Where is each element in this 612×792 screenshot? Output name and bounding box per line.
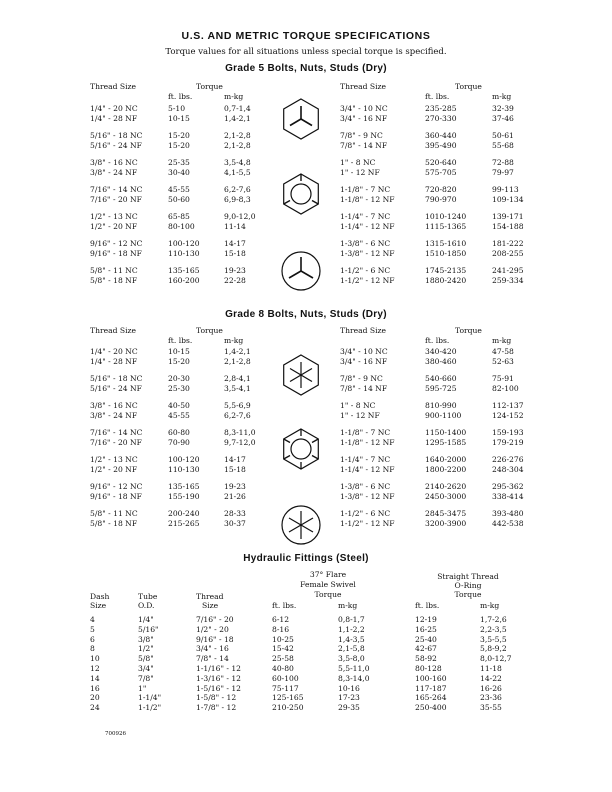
hyd-thread-hdr-1: Thread — [196, 592, 224, 601]
grade5-right-m-kg: 79-97 — [492, 167, 514, 177]
g5-right-mkg-hdr: m-kg — [492, 92, 512, 101]
grade8-right-m-kg: 75-91 — [492, 374, 514, 383]
hyd-flare-hdr-1: 37° Flare — [309, 570, 347, 579]
grade5-left-m-kg: 22-28 — [224, 275, 246, 285]
page-title: U.S. AND METRIC TORQUE SPECIFICATIONS — [181, 30, 431, 42]
grade5-right-thread-size: 1-1/2" - 6 NC — [340, 266, 391, 275]
grade8-left-ft-lbs: 70-90 — [168, 437, 190, 447]
grade8-left-m-kg: 19-23 — [224, 482, 246, 491]
hyd-oring-ft-lbs: 165-264 — [415, 693, 447, 703]
grade5-right-ft-lbs: 1010-1240 — [425, 212, 467, 221]
hyd-dash-size: 8 — [90, 644, 95, 654]
hyd-thread-size: 1-1/16" - 12 — [196, 664, 241, 673]
grade8-right-ft-lbs: 340-420 — [425, 347, 457, 356]
hyd-flare-m-kg: 1,4-3,5 — [338, 634, 365, 644]
grade5-stud-icon — [279, 249, 323, 293]
grade8-right-thread-size: 1" - 8 NC — [340, 401, 376, 410]
grade8-left-ft-lbs: 25-30 — [168, 383, 190, 393]
hyd-oring-hdr-1: Straight Thread — [437, 572, 499, 581]
hyd-oring-hdr-3: Torque — [454, 590, 482, 599]
grade8-left-m-kg: 28-33 — [224, 509, 246, 518]
grade8-right-thread-size: 1" - 12 NF — [340, 410, 380, 420]
grade8-right-ft-lbs: 595-725 — [425, 383, 457, 393]
grade5-left-thread-size: 5/8" - 18 NF — [90, 275, 138, 285]
grade5-right-thread-size: 1-1/2" - 12 NF — [340, 275, 395, 285]
grade5-left-ft-lbs: 15-20 — [168, 140, 190, 150]
hyd-flare-ft-lbs: 25-58 — [272, 654, 294, 664]
grade8-left-m-kg: 15-18 — [224, 464, 246, 474]
g5-right-ftlbs-hdr: ft. lbs. — [425, 92, 450, 101]
hyd-thread-size: 1-3/16" - 12 — [196, 673, 241, 683]
grade5-right-ft-lbs: 575-705 — [425, 167, 457, 177]
grade5-left-thread-size: 1/2" - 20 NF — [90, 221, 138, 231]
hyd-flare-m-kg: 1,1-2,2 — [338, 624, 365, 634]
grade5-right-m-kg: 72-88 — [492, 158, 514, 167]
grade8-right-ft-lbs: 2140-2620 — [425, 482, 467, 491]
grade8-left-ft-lbs: 100-120 — [168, 455, 200, 464]
grade8-left-thread-size: 1/2" - 13 NC — [90, 455, 138, 464]
hyd-tube-hdr-1: Tube — [138, 592, 158, 601]
grade8-left-ft-lbs: 215-265 — [168, 518, 200, 528]
hyd-dash-size: 16 — [90, 683, 100, 693]
grade8-left-thread-size: 9/16" - 18 NF — [90, 491, 142, 501]
grade5-right-thread-size: 1-1/4" - 12 NF — [340, 221, 395, 231]
grade8-right-thread-size: 1-3/8" - 6 NC — [340, 482, 391, 491]
grade5-right-ft-lbs: 1315-1610 — [425, 239, 467, 248]
hyd-oring-m-kg: 2,2-3,5 — [480, 624, 507, 634]
grade5-left-m-kg: 19-23 — [224, 266, 246, 275]
grade8-right-m-kg: 442-538 — [492, 518, 524, 528]
grade5-right-m-kg: 50-61 — [492, 131, 514, 140]
grade5-left-ft-lbs: 160-200 — [168, 275, 200, 285]
hyd-tube-od: 3/4" — [138, 664, 154, 673]
g8-left-ftlbs-hdr: ft. lbs. — [168, 336, 193, 345]
grade8-left-ft-lbs: 40-50 — [168, 401, 190, 410]
grade8-right-ft-lbs: 380-460 — [425, 356, 457, 366]
grade8-right-ft-lbs: 900-1100 — [425, 410, 462, 420]
grade8-nut-icon — [279, 427, 323, 471]
grade8-right-thread-size: 3/4" - 16 NF — [340, 356, 388, 366]
grade8-left-thread-size: 5/16" - 18 NC — [90, 374, 143, 383]
grade5-right-m-kg: 241-295 — [492, 266, 524, 275]
grade8-left-thread-size: 3/8" - 24 NF — [90, 410, 138, 420]
hyd-oring-m-kg: 35-55 — [480, 703, 502, 713]
grade5-left-ft-lbs: 10-15 — [168, 113, 190, 123]
grade5-left-m-kg: 9,0-12,0 — [224, 212, 256, 221]
hyd-flare-ft-lbs: 8-16 — [272, 624, 290, 634]
hyd-tube-od: 5/16" — [138, 624, 159, 634]
grade5-right-ft-lbs: 235-285 — [425, 104, 457, 113]
grade5-right-m-kg: 208-255 — [492, 248, 524, 258]
grade5-right-thread-size: 7/8" - 14 NF — [340, 140, 388, 150]
grade8-left-ft-lbs: 110-130 — [168, 464, 200, 474]
hyd-oring-ft-lbs: 16-25 — [415, 624, 437, 634]
hyd-flare-m-kg: 0,8-1,7 — [338, 615, 365, 624]
grade8-right-m-kg: 226-276 — [492, 455, 524, 464]
grade5-left-ft-lbs: 100-120 — [168, 239, 200, 248]
hyd-thread-size: 1-5/8" - 12 — [196, 693, 237, 703]
hyd-tube-od: 1-1/2" — [138, 703, 162, 713]
g5-left-torque-hdr: Torque — [196, 82, 223, 91]
grade5-right-ft-lbs: 1115-1365 — [425, 221, 467, 231]
grade8-right-ft-lbs: 2450-3000 — [425, 491, 467, 501]
hyd-tube-hdr-2: O.D. — [138, 601, 155, 610]
grade5-left-m-kg: 11-14 — [224, 221, 246, 231]
grade8-left-thread-size: 7/16" - 14 NC — [90, 428, 143, 437]
grade8-right-m-kg: 248-304 — [492, 464, 524, 474]
grade5-heading: Grade 5 Bolts, Nuts, Studs (Dry) — [225, 63, 387, 74]
hyd-dash-size: 20 — [90, 693, 100, 703]
grade8-right-ft-lbs: 1150-1400 — [425, 428, 467, 437]
hyd-flare-mkg-hdr: m-kg — [338, 601, 358, 610]
grade8-left-ft-lbs: 155-190 — [168, 491, 200, 501]
grade8-right-m-kg: 82-100 — [492, 383, 519, 393]
grade5-right-m-kg: 181-222 — [492, 239, 524, 248]
grade8-right-thread-size: 1-3/8" - 12 NF — [340, 491, 395, 501]
grade8-left-thread-size: 5/8" - 18 NF — [90, 518, 138, 528]
grade8-right-thread-size: 1-1/8" - 7 NC — [340, 428, 391, 437]
grade5-left-thread-size: 9/16" - 18 NF — [90, 248, 142, 258]
grade5-left-thread-size: 7/16" - 20 NF — [90, 194, 142, 204]
grade5-right-m-kg: 32-39 — [492, 104, 514, 113]
grade5-left-ft-lbs: 30-40 — [168, 167, 190, 177]
hyd-thread-size: 7/16" - 20 — [196, 615, 234, 624]
hyd-flare-ft-lbs: 40-80 — [272, 664, 294, 673]
hyd-flare-ft-lbs: 125-165 — [272, 693, 304, 703]
grade5-left-m-kg: 6,9-8,3 — [224, 194, 251, 204]
grade8-left-thread-size: 1/2" - 20 NF — [90, 464, 138, 474]
hyd-oring-ft-lbs: 250-400 — [415, 703, 447, 713]
grade8-left-m-kg: 5,5-6,9 — [224, 401, 251, 410]
grade5-left-m-kg: 15-18 — [224, 248, 246, 258]
hyd-tube-od: 1-1/4" — [138, 693, 162, 703]
grade5-left-thread-size: 5/8" - 11 NC — [90, 266, 138, 275]
hyd-tube-od: 5/8" — [138, 654, 154, 664]
grade5-left-thread-size: 5/16" - 18 NC — [90, 131, 143, 140]
grade5-left-m-kg: 2,1-2,8 — [224, 131, 251, 140]
grade5-left-ft-lbs: 65-85 — [168, 212, 190, 221]
g5-left-thread-hdr: Thread Size — [90, 82, 137, 91]
grade5-left-thread-size: 7/16" - 14 NC — [90, 185, 143, 194]
grade5-left-ft-lbs: 50-60 — [168, 194, 190, 204]
hyd-thread-size: 1/2" - 20 — [196, 624, 229, 634]
grade5-left-m-kg: 0,7-1,4 — [224, 104, 251, 113]
grade5-right-ft-lbs: 270-330 — [425, 113, 457, 123]
grade8-right-ft-lbs: 1800-2200 — [425, 464, 467, 474]
hyd-thread-size: 1-5/16" - 12 — [196, 683, 241, 693]
grade8-left-m-kg: 3,5-4,1 — [224, 383, 251, 393]
hyd-oring-m-kg: 23-36 — [480, 693, 502, 703]
grade5-right-ft-lbs: 720-820 — [425, 185, 457, 194]
grade8-right-m-kg: 393-480 — [492, 509, 524, 518]
grade8-right-thread-size: 1-1/2" - 12 NF — [340, 518, 395, 528]
hyd-oring-ft-lbs: 58-92 — [415, 654, 437, 664]
hyd-dash-size: 14 — [90, 673, 100, 683]
grade5-right-thread-size: 1-1/8" - 12 NF — [340, 194, 395, 204]
hyd-flare-ft-lbs: 210-250 — [272, 703, 304, 713]
grade5-left-thread-size: 1/4" - 28 NF — [90, 113, 138, 123]
grade5-right-m-kg: 259-334 — [492, 275, 524, 285]
grade5-right-ft-lbs: 1745-2135 — [425, 266, 467, 275]
hyd-flare-ftlbs-hdr: ft. lbs. — [272, 601, 297, 610]
hyd-flare-ft-lbs: 60-100 — [272, 673, 299, 683]
hyd-flare-m-kg: 2,1-5,8 — [338, 644, 365, 654]
grade5-left-m-kg: 14-17 — [224, 239, 246, 248]
hyd-oring-ft-lbs: 117-187 — [415, 683, 447, 693]
grade8-right-thread-size: 1-1/4" - 7 NC — [340, 455, 391, 464]
grade5-left-ft-lbs: 80-100 — [168, 221, 195, 231]
hyd-flare-m-kg: 10-16 — [338, 683, 360, 693]
hyd-flare-m-kg: 3,5-8,0 — [338, 654, 365, 664]
grade8-left-thread-size: 5/8" - 11 NC — [90, 509, 138, 518]
grade8-left-thread-size: 1/4" - 20 NC — [90, 347, 138, 356]
g5-left-ftlbs-hdr: ft. lbs. — [168, 92, 193, 101]
grade8-left-m-kg: 8,3-11,0 — [224, 428, 256, 437]
grade8-left-ft-lbs: 60-80 — [168, 428, 190, 437]
grade5-right-m-kg: 99-113 — [492, 185, 519, 194]
grade5-left-ft-lbs: 110-130 — [168, 248, 200, 258]
grade8-left-m-kg: 2,8-4,1 — [224, 374, 251, 383]
grade5-left-thread-size: 5/16" - 24 NF — [90, 140, 142, 150]
g5-left-mkg-hdr: m-kg — [224, 92, 244, 101]
hyd-flare-m-kg: 8,3-14,0 — [338, 673, 370, 683]
grade5-right-ft-lbs: 1510-1850 — [425, 248, 467, 258]
hyd-tube-od: 1/4" — [138, 615, 154, 624]
grade5-right-ft-lbs: 360-440 — [425, 131, 457, 140]
grade8-right-thread-size: 1-1/4" - 12 NF — [340, 464, 395, 474]
hyd-tube-od: 1/2" — [138, 644, 154, 654]
hyd-flare-m-kg: 17-23 — [338, 693, 360, 703]
grade8-left-thread-size: 1/4" - 28 NF — [90, 356, 138, 366]
grade8-right-m-kg: 179-219 — [492, 437, 524, 447]
grade8-left-ft-lbs: 200-240 — [168, 509, 200, 518]
grade8-left-m-kg: 21-26 — [224, 491, 246, 501]
grade5-left-thread-size: 1/2" - 13 NC — [90, 212, 138, 221]
g8-right-mkg-hdr: m-kg — [492, 336, 512, 345]
grade8-right-ft-lbs: 2845-3475 — [425, 509, 467, 518]
grade5-left-ft-lbs: 45-55 — [168, 185, 190, 194]
grade8-right-m-kg: 112-137 — [492, 401, 524, 410]
g8-right-thread-hdr: Thread Size — [340, 326, 387, 335]
hyd-oring-m-kg: 8,0-12,7 — [480, 654, 512, 664]
hyd-dash-size: 24 — [90, 703, 100, 713]
hyd-flare-hdr-3: Torque — [314, 590, 342, 599]
hyd-oring-m-kg: 1,7-2,6 — [480, 615, 507, 624]
g8-left-thread-hdr: Thread Size — [90, 326, 137, 335]
hyd-oring-ft-lbs: 42-67 — [415, 644, 437, 654]
grade8-right-ft-lbs: 1295-1585 — [425, 437, 467, 447]
grade5-left-ft-lbs: 25-35 — [168, 158, 190, 167]
grade5-right-thread-size: 1-1/8" - 7 NC — [340, 185, 391, 194]
hyd-dash-size: 4 — [90, 615, 95, 624]
hyd-dash-hdr-2: Size — [90, 601, 107, 610]
g8-left-mkg-hdr: m-kg — [224, 336, 244, 345]
grade5-right-thread-size: 1" - 12 NF — [340, 167, 380, 177]
grade5-right-m-kg: 37-46 — [492, 113, 514, 123]
grade5-bolt-head-icon — [279, 97, 323, 141]
grade8-right-m-kg: 47-58 — [492, 347, 514, 356]
grade5-left-thread-size: 9/16" - 12 NC — [90, 239, 143, 248]
g5-right-thread-hdr: Thread Size — [340, 82, 387, 91]
grade5-right-m-kg: 139-171 — [492, 212, 524, 221]
grade5-right-thread-size: 1-1/4" - 7 NC — [340, 212, 391, 221]
hyd-oring-m-kg: 3,5-5,5 — [480, 634, 507, 644]
grade8-left-thread-size: 3/8" - 16 NC — [90, 401, 138, 410]
grade8-right-ft-lbs: 3200-3900 — [425, 518, 467, 528]
hyd-oring-m-kg: 16-26 — [480, 683, 502, 693]
grade8-right-m-kg: 52-63 — [492, 356, 514, 366]
grade5-right-ft-lbs: 520-640 — [425, 158, 457, 167]
hyd-oring-hdr-2: O-Ring — [454, 581, 482, 590]
g8-right-ftlbs-hdr: ft. lbs. — [425, 336, 450, 345]
page-subtitle: Torque values for all situations unless special torque is specified. — [165, 47, 447, 57]
hyd-flare-ft-lbs: 15-42 — [272, 644, 294, 654]
grade8-stud-icon — [279, 503, 323, 547]
grade8-right-thread-size: 7/8" - 9 NC — [340, 374, 383, 383]
grade8-right-m-kg: 124-152 — [492, 410, 524, 420]
grade5-right-thread-size: 7/8" - 9 NC — [340, 131, 383, 140]
hyd-thread-size: 7/8" - 14 — [196, 654, 229, 664]
hyd-oring-mkg-hdr: m-kg — [480, 601, 500, 610]
grade8-right-ft-lbs: 1640-2000 — [425, 455, 467, 464]
g8-right-torque-hdr: Torque — [455, 326, 482, 335]
hyd-tube-od: 3/8" — [138, 634, 154, 644]
grade5-right-thread-size: 3/4" - 10 NC — [340, 104, 388, 113]
g5-right-torque-hdr: Torque — [455, 82, 482, 91]
grade8-right-thread-size: 3/4" - 10 NC — [340, 347, 388, 356]
hyd-dash-size: 5 — [90, 624, 95, 634]
grade5-right-m-kg: 109-134 — [492, 194, 524, 204]
hyd-dash-size: 12 — [90, 664, 100, 673]
grade8-left-m-kg: 1,4-2,1 — [224, 347, 251, 356]
grade5-left-thread-size: 1/4" - 20 NC — [90, 104, 138, 113]
hyd-flare-ft-lbs: 10-25 — [272, 634, 294, 644]
grade5-right-thread-size: 1" - 8 NC — [340, 158, 376, 167]
hyd-dash-size: 6 — [90, 634, 95, 644]
grade5-left-ft-lbs: 135-165 — [168, 266, 200, 275]
hyd-flare-ft-lbs: 75-117 — [272, 683, 299, 693]
grade8-left-ft-lbs: 15-20 — [168, 356, 190, 366]
grade5-nut-icon — [279, 172, 323, 216]
grade5-left-m-kg: 2,1-2,8 — [224, 140, 251, 150]
hyd-flare-m-kg: 5,5-11,0 — [338, 664, 370, 673]
hyd-flare-m-kg: 29-35 — [338, 703, 360, 713]
grade8-left-thread-size: 7/16" - 20 NF — [90, 437, 142, 447]
hyd-oring-ft-lbs: 25-40 — [415, 634, 437, 644]
grade8-right-m-kg: 338-414 — [492, 491, 524, 501]
grade5-right-thread-size: 1-3/8" - 6 NC — [340, 239, 391, 248]
document-code: 700926 — [105, 731, 126, 737]
hyd-oring-m-kg: 11-18 — [480, 664, 502, 673]
hyd-thread-size: 3/4" - 16 — [196, 644, 229, 654]
grade5-right-ft-lbs: 1880-2420 — [425, 275, 467, 285]
grade8-left-m-kg: 14-17 — [224, 455, 246, 464]
grade5-left-m-kg: 3,5-4,8 — [224, 158, 251, 167]
grade8-left-m-kg: 9,7-12,0 — [224, 437, 256, 447]
grade5-left-m-kg: 6,2-7,6 — [224, 185, 251, 194]
grade5-left-thread-size: 3/8" - 16 NC — [90, 158, 138, 167]
grade8-left-thread-size: 5/16" - 24 NF — [90, 383, 142, 393]
grade5-right-m-kg: 55-68 — [492, 140, 514, 150]
hyd-oring-ft-lbs: 12-19 — [415, 615, 437, 624]
grade8-right-ft-lbs: 810-990 — [425, 401, 457, 410]
hyd-flare-ft-lbs: 6-12 — [272, 615, 290, 624]
grade8-right-m-kg: 159-193 — [492, 428, 524, 437]
grade8-bolt-head-icon — [279, 353, 323, 397]
hyd-oring-ft-lbs: 80-128 — [415, 664, 442, 673]
hydraulic-heading: Hydraulic Fittings (Steel) — [243, 553, 369, 564]
hyd-tube-od: 7/8" — [138, 673, 154, 683]
grade8-right-thread-size: 1-1/8" - 12 NF — [340, 437, 395, 447]
grade8-right-thread-size: 1-1/2" - 6 NC — [340, 509, 391, 518]
grade5-right-ft-lbs: 395-490 — [425, 140, 457, 150]
grade5-left-m-kg: 4,1-5,5 — [224, 167, 251, 177]
grade5-right-ft-lbs: 790-970 — [425, 194, 457, 204]
hyd-oring-m-kg: 14-22 — [480, 673, 502, 683]
grade5-right-thread-size: 1-3/8" - 12 NF — [340, 248, 395, 258]
g8-left-torque-hdr: Torque — [196, 326, 223, 335]
hyd-thread-hdr-2: Size — [202, 601, 219, 610]
grade5-right-m-kg: 154-188 — [492, 221, 524, 231]
grade8-left-m-kg: 30-37 — [224, 518, 246, 528]
hyd-flare-hdr-2: Female Swivel — [300, 580, 356, 589]
grade5-right-thread-size: 3/4" - 16 NF — [340, 113, 388, 123]
grade8-left-m-kg: 2,1-2,8 — [224, 356, 251, 366]
grade8-right-thread-size: 7/8" - 14 NF — [340, 383, 388, 393]
grade8-left-m-kg: 6,2-7,6 — [224, 410, 251, 420]
hyd-dash-size: 10 — [90, 654, 100, 664]
grade8-left-ft-lbs: 10-15 — [168, 347, 190, 356]
hyd-dash-hdr-1: Dash — [90, 592, 110, 601]
grade5-left-ft-lbs: 15-20 — [168, 131, 190, 140]
grade8-right-m-kg: 295-362 — [492, 482, 524, 491]
grade8-left-ft-lbs: 20-30 — [168, 374, 190, 383]
grade8-left-ft-lbs: 135-165 — [168, 482, 200, 491]
hyd-thread-size: 9/16" - 18 — [196, 634, 234, 644]
hyd-oring-ft-lbs: 100-160 — [415, 673, 447, 683]
grade8-heading: Grade 8 Bolts, Nuts, Studs (Dry) — [225, 309, 387, 320]
grade5-left-m-kg: 1,4-2,1 — [224, 113, 251, 123]
hyd-oring-m-kg: 5,8-9,2 — [480, 644, 507, 654]
grade8-left-ft-lbs: 45-55 — [168, 410, 190, 420]
hyd-thread-size: 1-7/8" - 12 — [196, 703, 237, 713]
grade5-left-ft-lbs: 5-10 — [168, 104, 186, 113]
hyd-oring-ftlbs-hdr: ft. lbs. — [415, 601, 440, 610]
grade5-left-thread-size: 3/8" - 24 NF — [90, 167, 138, 177]
grade8-left-thread-size: 9/16" - 12 NC — [90, 482, 143, 491]
grade8-right-ft-lbs: 540-660 — [425, 374, 457, 383]
hyd-tube-od: 1" — [138, 683, 147, 693]
